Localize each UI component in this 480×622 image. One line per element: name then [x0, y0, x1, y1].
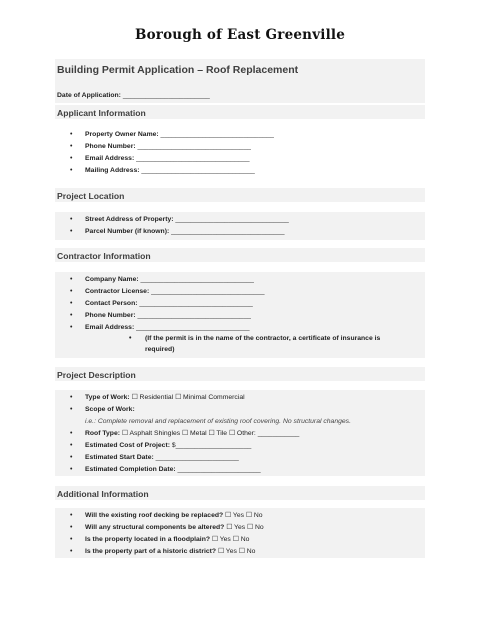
- description-heading: Project Description: [57, 370, 136, 380]
- street-address-field[interactable]: ______________________________: [173, 216, 289, 223]
- list-item: • Is the property part of a historic district? ☐ Yes ☐ No: [55, 546, 425, 558]
- list-item: • Estimated Start Date: ______________________: [55, 452, 425, 464]
- contractor-phone-field[interactable]: ______________________________: [135, 312, 251, 319]
- estimated-cost-field[interactable]: $____________________: [169, 442, 252, 449]
- decking-replaced-options[interactable]: ☐ Yes ☐ No: [223, 512, 263, 519]
- list-item: • Contractor License: ______________________________: [55, 286, 425, 298]
- list-item: • Will any structural components be altered? ☐ Yes ☐ No: [55, 522, 425, 534]
- owner-name-field[interactable]: ______________________________: [158, 131, 274, 138]
- contractor-list: [55, 274, 425, 355]
- list-item: • Contact Person: ______________________________: [55, 298, 425, 310]
- company-name-field[interactable]: ______________________________: [138, 276, 254, 283]
- list-item: • Mailing Address: ______________________________: [55, 165, 425, 177]
- applicant-list: [55, 129, 425, 177]
- description-list: [55, 392, 425, 476]
- list-item: • Estimated Cost of Project: $____________________: [55, 440, 425, 452]
- insurance-note: • (If the permit is in the name of the contractor, a certificate of insurance is required): [85, 334, 425, 355]
- email-field[interactable]: ______________________________: [134, 155, 250, 162]
- mailing-address-field[interactable]: ______________________________: [139, 167, 255, 174]
- list-item: • Type of Work: ☐ Residential ☐ Minimal Commercial: [55, 392, 425, 404]
- list-item: • Scope of Work: i.e.: Complete removal and replacement of existing roof covering. No structural changes.: [55, 404, 425, 428]
- list-item: • Email Address: ______________________________: [55, 153, 425, 165]
- additional-list: [55, 510, 425, 558]
- contractor-note-list: [85, 334, 425, 355]
- contractor-license-field[interactable]: ______________________________: [149, 288, 265, 295]
- form-title: Building Permit Application – Roof Replacement: [57, 64, 299, 76]
- contractor-heading: Contractor Information: [57, 251, 151, 261]
- location-heading: Project Location: [57, 191, 125, 201]
- list-item: • Phone Number: ______________________________: [55, 310, 425, 322]
- list-item: • Will the existing roof decking be replaced? ☐ Yes ☐ No: [55, 510, 425, 522]
- list-item: • Is the property located in a floodplain? ☐ Yes ☐ No: [55, 534, 425, 546]
- parcel-number-field[interactable]: ______________________________: [169, 228, 285, 235]
- borough-name: Borough of East Greenville: [134, 27, 346, 43]
- date-of-application: [57, 92, 210, 99]
- list-item: • Property Owner Name: ______________________________: [55, 129, 425, 141]
- floodplain-options[interactable]: ☐ Yes ☐ No: [210, 536, 250, 543]
- completion-date-field[interactable]: ______________________: [175, 466, 261, 473]
- list-item: • Roof Type: ☐ Asphalt Shingles ☐ Metal ☐ Tile ☐ Other: ___________: [55, 428, 425, 440]
- list-item: • Estimated Completion Date: ______________________: [55, 464, 425, 476]
- date-field[interactable]: _______________________: [122, 92, 210, 99]
- applicant-heading: Applicant Information: [57, 108, 146, 118]
- list-item: • Company Name: ______________________________: [55, 274, 425, 286]
- historic-district-options[interactable]: ☐ Yes ☐ No: [216, 548, 256, 555]
- location-list: [55, 214, 425, 238]
- list-item: • Email Address: ______________________________ • (If the permit is in the name of the contractor, a certificate of insurance is required): [55, 322, 425, 355]
- phone-field[interactable]: ______________________________: [135, 143, 251, 150]
- scope-of-work-note: i.e.: Complete removal and replacement of existing roof covering. No structural changes.: [85, 418, 351, 425]
- start-date-field[interactable]: ______________________: [153, 454, 239, 461]
- list-item: • Phone Number: ______________________________: [55, 141, 425, 153]
- list-item: • Street Address of Property: ______________________________: [55, 214, 425, 226]
- additional-heading: Additional Information: [57, 489, 149, 499]
- date-label: Date of Application:: [57, 92, 121, 99]
- structural-altered-options[interactable]: ☐ Yes ☐ No: [224, 524, 264, 531]
- roof-type-options[interactable]: ☐ Asphalt Shingles ☐ Metal ☐ Tile ☐ Other: ___________: [120, 430, 300, 437]
- contractor-email-field[interactable]: ______________________________: [134, 324, 250, 331]
- type-of-work-options[interactable]: ☐ Residential ☐ Minimal Commercial: [129, 394, 245, 401]
- contact-person-field[interactable]: ______________________________: [137, 300, 253, 307]
- list-item: • Parcel Number (if known): ______________________________: [55, 226, 425, 238]
